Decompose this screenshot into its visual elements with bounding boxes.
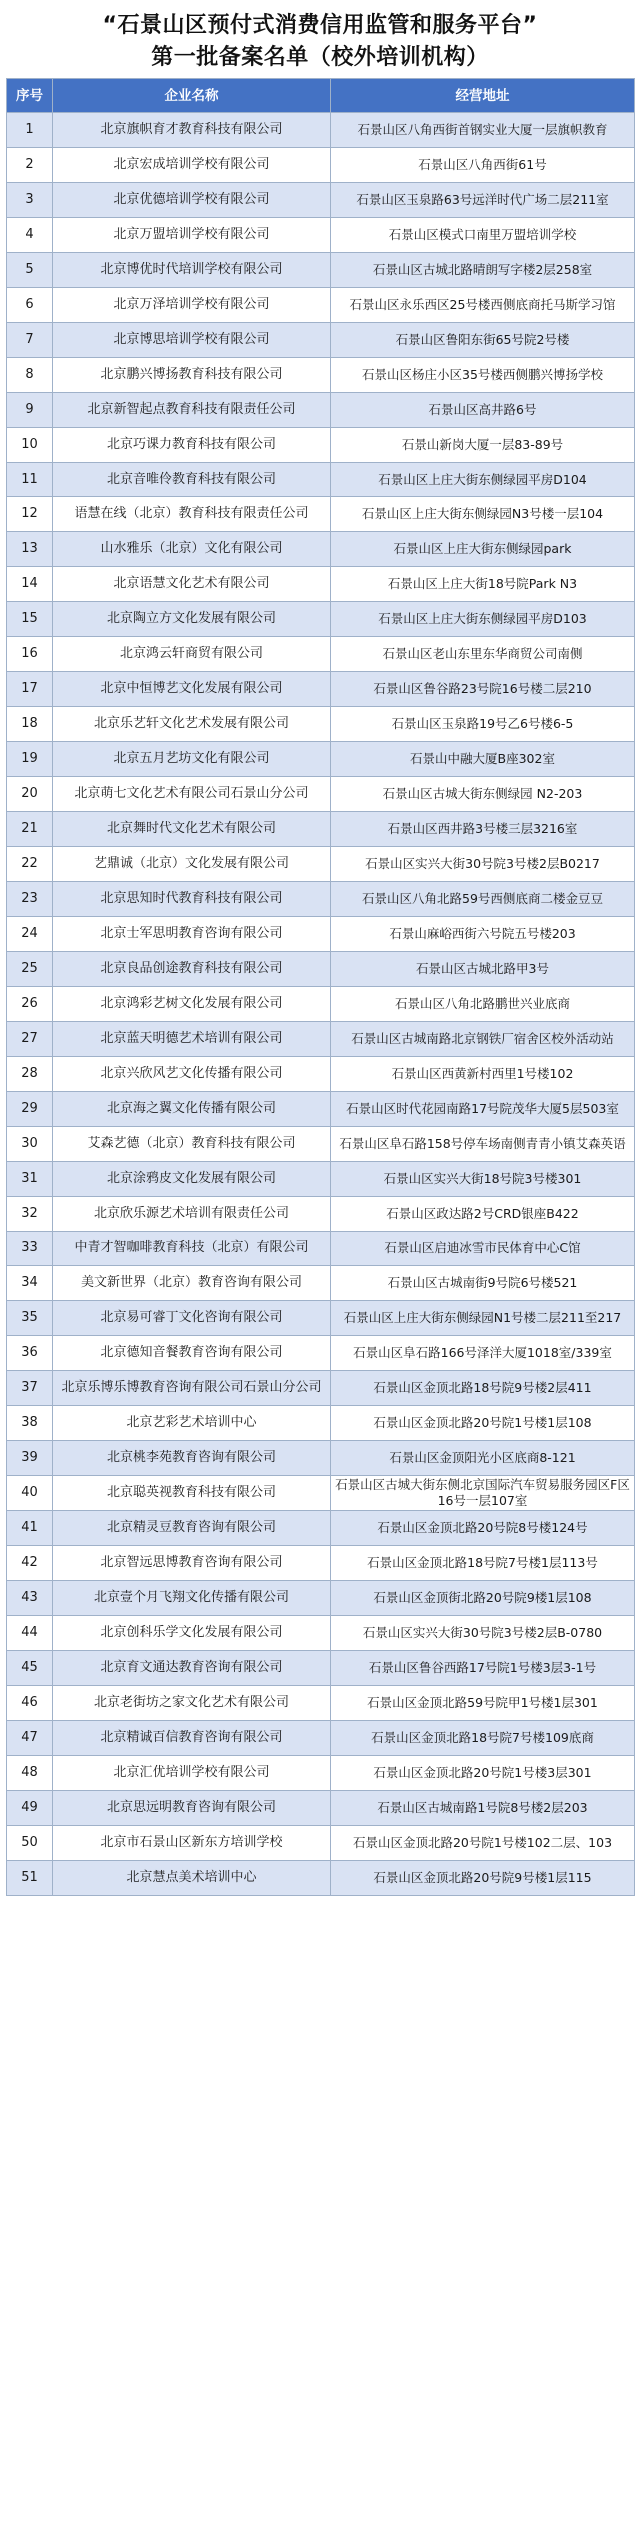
row-company-name: 北京蓝天明德艺术培训有限公司	[53, 1021, 331, 1056]
row-index: 37	[7, 1371, 53, 1406]
table-row	[7, 217, 635, 252]
row-index: 7	[7, 322, 53, 357]
row-index: 44	[7, 1615, 53, 1650]
row-index: 30	[7, 1126, 53, 1161]
row-address: 石景山区古城大街东侧北京国际汽车贸易服务园区F区16号一层107室	[331, 1476, 635, 1511]
row-company-name: 北京博优时代培训学校有限公司	[53, 252, 331, 287]
row-index: 32	[7, 1196, 53, 1231]
row-company-name: 北京育文通达教育咨询有限公司	[53, 1650, 331, 1685]
row-address: 石景山区启迪冰雪市民体育中心C馆	[331, 1231, 635, 1266]
row-index: 18	[7, 707, 53, 742]
row-address: 石景山区阜石路158号停车场南侧青青小镇艾森英语	[331, 1126, 635, 1161]
table-row	[7, 1720, 635, 1755]
table-row	[7, 1581, 635, 1616]
row-index: 42	[7, 1546, 53, 1581]
row-company-name: 北京易可睿丁文化咨询有限公司	[53, 1301, 331, 1336]
table-row	[7, 1825, 635, 1860]
table-row	[7, 147, 635, 182]
table-row	[7, 462, 635, 497]
table-row	[7, 1336, 635, 1371]
row-address: 石景山区金顶北路18号院7号楼1层113号	[331, 1546, 635, 1581]
table-row	[7, 1685, 635, 1720]
table-body	[7, 113, 635, 1896]
table-row	[7, 567, 635, 602]
table-row	[7, 392, 635, 427]
row-address: 石景山区金顶北路20号院1号楼102二层、103	[331, 1825, 635, 1860]
row-address: 石景山区实兴大街18号院3号楼301	[331, 1161, 635, 1196]
row-index: 5	[7, 252, 53, 287]
row-index: 4	[7, 217, 53, 252]
row-address: 石景山区金顶阳光小区底商8-121	[331, 1441, 635, 1476]
row-index: 8	[7, 357, 53, 392]
row-company-name: 中青才智咖啡教育科技（北京）有限公司	[53, 1231, 331, 1266]
row-address: 石景山区时代花园南路17号院茂华大厦5层503室	[331, 1091, 635, 1126]
row-address: 石景山区实兴大街30号院3号楼2层B-0780	[331, 1615, 635, 1650]
table-row	[7, 497, 635, 532]
row-index: 2	[7, 147, 53, 182]
row-index: 40	[7, 1476, 53, 1511]
row-company-name: 北京宏成培训学校有限公司	[53, 147, 331, 182]
title-line-2: 第一批备案名单（校外培训机构）	[151, 45, 489, 70]
table-row	[7, 1091, 635, 1126]
row-address: 石景山区古城北路甲3号	[331, 951, 635, 986]
row-address: 石景山区八角西街首钢实业大厦一层旗帜教育	[331, 113, 635, 148]
row-index: 26	[7, 986, 53, 1021]
row-address: 石景山新岗大厦一层83-89号	[331, 427, 635, 462]
row-address: 石景山区西井路3号楼三层3216室	[331, 812, 635, 847]
row-company-name: 北京乐博乐博教育咨询有限公司石景山分公司	[53, 1371, 331, 1406]
row-company-name: 美文新世界（北京）教育咨询有限公司	[53, 1266, 331, 1301]
row-address: 石景山区上庄大街东侧绿园park	[331, 532, 635, 567]
row-company-name: 北京涂鸦皮文化发展有限公司	[53, 1161, 331, 1196]
row-company-name: 北京创科乐学文化发展有限公司	[53, 1615, 331, 1650]
table-row	[7, 1056, 635, 1091]
header-address: 经营地址	[331, 79, 635, 113]
filing-list-table	[6, 78, 635, 1896]
table-row	[7, 287, 635, 322]
row-index: 3	[7, 182, 53, 217]
row-index: 35	[7, 1301, 53, 1336]
row-address: 石景山区金顶北路18号院9号楼2层411	[331, 1371, 635, 1406]
row-company-name: 北京乐艺轩文化艺术发展有限公司	[53, 707, 331, 742]
table-row	[7, 113, 635, 148]
row-company-name: 北京思远明教育咨询有限公司	[53, 1790, 331, 1825]
row-index: 10	[7, 427, 53, 462]
table-row	[7, 1196, 635, 1231]
table-row	[7, 1476, 635, 1511]
row-company-name: 北京优德培训学校有限公司	[53, 182, 331, 217]
row-index: 13	[7, 532, 53, 567]
row-index: 1	[7, 113, 53, 148]
row-index: 22	[7, 847, 53, 882]
table-row	[7, 812, 635, 847]
row-index: 39	[7, 1441, 53, 1476]
table-row	[7, 777, 635, 812]
table-row	[7, 427, 635, 462]
row-address: 石景山区高井路6号	[331, 392, 635, 427]
row-address: 石景山区金顶北路59号院甲1号楼1层301	[331, 1685, 635, 1720]
row-index: 15	[7, 602, 53, 637]
row-company-name: 北京智远思博教育咨询有限公司	[53, 1546, 331, 1581]
row-address: 石景山区玉泉路19号乙6号楼6-5	[331, 707, 635, 742]
row-index: 34	[7, 1266, 53, 1301]
row-company-name: 北京博思培训学校有限公司	[53, 322, 331, 357]
row-company-name: 北京万泽培训学校有限公司	[53, 287, 331, 322]
row-company-name: 北京慧点美术培训中心	[53, 1860, 331, 1895]
row-company-name: 北京欣乐源艺术培训有限责任公司	[53, 1196, 331, 1231]
table-row	[7, 357, 635, 392]
table-row	[7, 1126, 635, 1161]
row-index: 45	[7, 1650, 53, 1685]
row-company-name: 山水雅乐（北京）文化有限公司	[53, 532, 331, 567]
row-company-name: 北京萌七文化艺术有限公司石景山分公司	[53, 777, 331, 812]
table-row	[7, 1650, 635, 1685]
row-index: 6	[7, 287, 53, 322]
table-row	[7, 532, 635, 567]
table-row	[7, 602, 635, 637]
row-address: 石景山区古城南路北京钢铁厂宿舍区校外活动站	[331, 1021, 635, 1056]
row-index: 25	[7, 951, 53, 986]
row-index: 49	[7, 1790, 53, 1825]
row-index: 19	[7, 742, 53, 777]
table-header	[7, 79, 635, 113]
table-row	[7, 1021, 635, 1056]
table-row	[7, 707, 635, 742]
row-company-name: 北京万盟培训学校有限公司	[53, 217, 331, 252]
row-company-name: 北京艺彩艺术培训中心	[53, 1406, 331, 1441]
row-address: 石景山中融大厦B座302室	[331, 742, 635, 777]
row-index: 50	[7, 1825, 53, 1860]
row-address: 石景山区上庄大街18号院Park N3	[331, 567, 635, 602]
row-index: 46	[7, 1685, 53, 1720]
row-index: 51	[7, 1860, 53, 1895]
row-index: 27	[7, 1021, 53, 1056]
row-address: 石景山区模式口南里万盟培训学校	[331, 217, 635, 252]
row-index: 24	[7, 916, 53, 951]
row-index: 12	[7, 497, 53, 532]
row-company-name: 北京海之翼文化传播有限公司	[53, 1091, 331, 1126]
header-row	[7, 79, 635, 113]
table-row	[7, 1371, 635, 1406]
row-index: 41	[7, 1511, 53, 1546]
row-address: 石景山区上庄大街东侧绿园平房D103	[331, 602, 635, 637]
row-company-name: 北京中恒博艺文化发展有限公司	[53, 672, 331, 707]
table-row	[7, 1441, 635, 1476]
row-address: 石景山区八角西街61号	[331, 147, 635, 182]
row-address: 石景山区鲁谷西路17号院1号楼3层3-1号	[331, 1650, 635, 1685]
row-index: 48	[7, 1755, 53, 1790]
row-company-name: 北京思知时代教育科技有限公司	[53, 881, 331, 916]
row-address: 石景山区金顶北路20号院1号楼1层108	[331, 1406, 635, 1441]
row-address: 石景山麻峪西街六号院五号楼203	[331, 916, 635, 951]
table-row	[7, 1406, 635, 1441]
row-company-name: 艾森艺德（北京）教育科技有限公司	[53, 1126, 331, 1161]
row-index: 20	[7, 777, 53, 812]
row-address: 石景山区金顶街北路20号院9楼1层108	[331, 1581, 635, 1616]
table-row	[7, 672, 635, 707]
row-address: 石景山区古城大街东侧绿园 N2-203	[331, 777, 635, 812]
row-index: 47	[7, 1720, 53, 1755]
table-row	[7, 1860, 635, 1895]
header-company-name: 企业名称	[53, 79, 331, 113]
table-row	[7, 1546, 635, 1581]
row-company-name: 北京陶立方文化发展有限公司	[53, 602, 331, 637]
row-company-name: 北京五月艺坊文化有限公司	[53, 742, 331, 777]
table-row	[7, 182, 635, 217]
row-index: 33	[7, 1231, 53, 1266]
row-company-name: 北京士军思明教育咨询有限公司	[53, 916, 331, 951]
row-index: 17	[7, 672, 53, 707]
row-address: 石景山区玉泉路63号远洋时代广场二层211室	[331, 182, 635, 217]
row-index: 11	[7, 462, 53, 497]
row-address: 石景山区老山东里东华商贸公司南侧	[331, 637, 635, 672]
row-address: 石景山区政达路2号CRD银座B422	[331, 1196, 635, 1231]
header-index: 序号	[7, 79, 53, 113]
table-row	[7, 1511, 635, 1546]
row-address: 石景山区西黄新村西里1号楼102	[331, 1056, 635, 1091]
row-index: 36	[7, 1336, 53, 1371]
row-index: 29	[7, 1091, 53, 1126]
table-row	[7, 252, 635, 287]
row-index: 21	[7, 812, 53, 847]
row-address: 石景山区古城北路晴朗写字楼2层258室	[331, 252, 635, 287]
table-row	[7, 986, 635, 1021]
row-index: 38	[7, 1406, 53, 1441]
row-address: 石景山区杨庄小区35号楼西侧鹏兴博扬学校	[331, 357, 635, 392]
row-company-name: 北京鹏兴博扬教育科技有限公司	[53, 357, 331, 392]
row-index: 28	[7, 1056, 53, 1091]
row-company-name: 北京语慧文化艺术有限公司	[53, 567, 331, 602]
row-index: 23	[7, 881, 53, 916]
row-address: 石景山区鲁阳东街65号院2号楼	[331, 322, 635, 357]
row-index: 16	[7, 637, 53, 672]
row-address: 石景山区上庄大街东侧绿园平房D104	[331, 462, 635, 497]
row-address: 石景山区古城南路1号院8号楼2层203	[331, 1790, 635, 1825]
row-company-name: 北京新智起点教育科技有限责任公司	[53, 392, 331, 427]
row-company-name: 北京老街坊之家文化艺术有限公司	[53, 1685, 331, 1720]
table-row	[7, 1231, 635, 1266]
table-row	[7, 881, 635, 916]
row-company-name: 语慧在线（北京）教育科技有限责任公司	[53, 497, 331, 532]
row-address: 石景山区古城南街9号院6号楼521	[331, 1266, 635, 1301]
row-company-name: 北京舞时代文化艺术有限公司	[53, 812, 331, 847]
row-address: 石景山区实兴大街30号院3号楼2层B0217	[331, 847, 635, 882]
row-company-name: 北京精灵豆教育咨询有限公司	[53, 1511, 331, 1546]
row-address: 石景山区金顶北路20号院1号楼3层301	[331, 1755, 635, 1790]
row-company-name: 北京精诚百信教育咨询有限公司	[53, 1720, 331, 1755]
table-row	[7, 1301, 635, 1336]
row-company-name: 北京鸿彩艺树文化发展有限公司	[53, 986, 331, 1021]
row-address: 石景山区阜石路166号泽洋大厦1018室/339室	[331, 1336, 635, 1371]
row-company-name: 北京桃李苑教育咨询有限公司	[53, 1441, 331, 1476]
row-address: 石景山区永乐西区25号楼西侧底商托马斯学习馆	[331, 287, 635, 322]
table-row	[7, 322, 635, 357]
row-address: 石景山区金顶北路18号院7号楼109底商	[331, 1720, 635, 1755]
row-company-name: 艺鼎诚（北京）文化发展有限公司	[53, 847, 331, 882]
row-company-name: 北京音唯伶教育科技有限公司	[53, 462, 331, 497]
table-row	[7, 916, 635, 951]
row-company-name: 北京壹个月飞翔文化传播有限公司	[53, 1581, 331, 1616]
row-company-name: 北京良品创途教育科技有限公司	[53, 951, 331, 986]
table-row	[7, 1615, 635, 1650]
row-company-name: 北京汇优培训学校有限公司	[53, 1755, 331, 1790]
row-address: 石景山区上庄大街东侧绿园N3号楼一层104	[331, 497, 635, 532]
title-line-1: “石景山区预付式消费信用监管和服务平台”	[102, 13, 538, 38]
table-row	[7, 1266, 635, 1301]
table-row	[7, 637, 635, 672]
row-index: 14	[7, 567, 53, 602]
table-row	[7, 1790, 635, 1825]
row-company-name: 北京德知音餐教育咨询有限公司	[53, 1336, 331, 1371]
table-row	[7, 1161, 635, 1196]
table-row	[7, 1755, 635, 1790]
row-company-name: 北京兴欣风艺文化传播有限公司	[53, 1056, 331, 1091]
row-index: 31	[7, 1161, 53, 1196]
row-company-name: 北京旗帜育才教育科技有限公司	[53, 113, 331, 148]
table-row	[7, 951, 635, 986]
row-address: 石景山区金顶北路20号院9号楼1层115	[331, 1860, 635, 1895]
table-row	[7, 742, 635, 777]
row-index: 9	[7, 392, 53, 427]
row-company-name: 北京巧课力教育科技有限公司	[53, 427, 331, 462]
row-address: 石景山区八角北路59号西侧底商二楼金豆豆	[331, 881, 635, 916]
row-company-name: 北京鸿云轩商贸有限公司	[53, 637, 331, 672]
row-address: 石景山区八角北路鹏世兴业底商	[331, 986, 635, 1021]
row-address: 石景山区上庄大街东侧绿园N1号楼二层211至217	[331, 1301, 635, 1336]
row-index: 43	[7, 1581, 53, 1616]
row-company-name: 北京市石景山区新东方培训学校	[53, 1825, 331, 1860]
row-company-name: 北京聪英视教育科技有限公司	[53, 1476, 331, 1511]
row-address: 石景山区金顶北路20号院8号楼124号	[331, 1511, 635, 1546]
table-row	[7, 847, 635, 882]
row-address: 石景山区鲁谷路23号院16号楼二层210	[331, 672, 635, 707]
